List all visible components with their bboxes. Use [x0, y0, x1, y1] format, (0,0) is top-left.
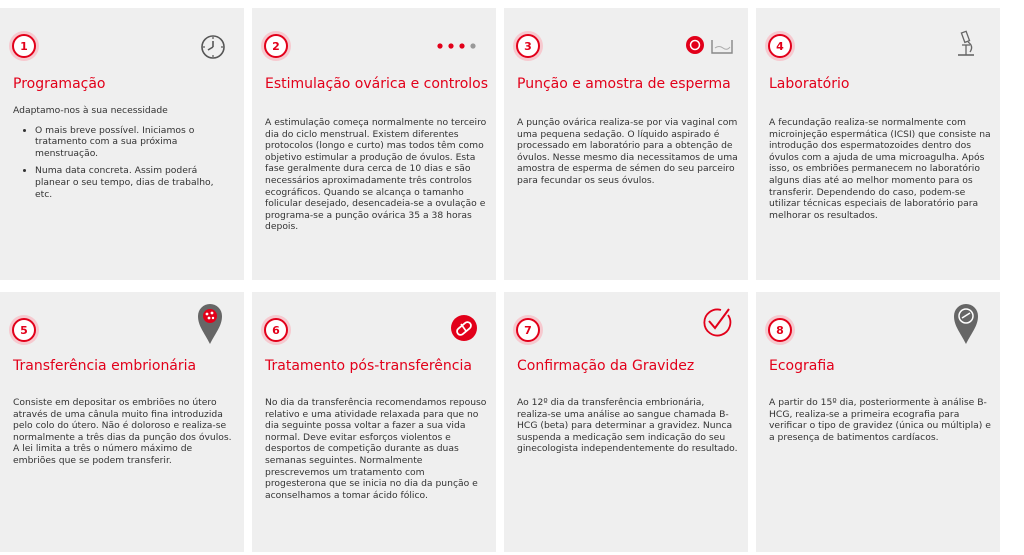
step-number-badge: 4: [768, 34, 792, 58]
step-title: Laboratório: [769, 76, 850, 92]
microscope-icon: [954, 30, 978, 58]
embryo-pin-icon: [196, 302, 224, 346]
step-card-2: [252, 8, 496, 280]
option-list: [13, 125, 231, 201]
step-card-6: [252, 292, 496, 552]
step-number-badge: 1: [12, 34, 36, 58]
step-number-badge: 3: [516, 34, 540, 58]
egg-and-sample-icon: [684, 34, 736, 56]
list-item: • Numa data concreta. Assim poderá planear o seu tempo, dias de trabalho, etc.: [35, 165, 231, 200]
ultrasound-pin-icon: [952, 302, 980, 346]
step-card-5: [0, 292, 244, 552]
list-item: • O mais breve possível. Iniciamos o tratamento com a sua próxima menstruação.: [35, 125, 231, 160]
pill-icon: [450, 314, 478, 342]
step-description: Consiste em depositar os embriões no útero através de uma cânula muito fina introduzida pelo colo do útero. Não é doloroso e realiza-se normalmente a três dias da punção dos óvulos. A lei limita a três o número máximo de embriões que se podem transferir.: [13, 397, 232, 466]
step-card-3: [504, 8, 748, 280]
step-description: No dia da transferência recomendamos repouso relativo e uma atividade relaxada para que no dia seguinte possa voltar a fazer a sua vida normal. Deve evitar esforços violentos e desportos de competição durante as duas semanas seguintes. Normalmente prescrevemos um tratamento com progesterona que se inicia no dia da punção e aconselhamos a tomar ácido fólico.: [265, 397, 487, 501]
checkmark-icon: [700, 306, 732, 338]
step-description: A partir do 15º dia, posteriormente à análise B-HCG, realiza-se a primeira ecografia para verificar o tipo de gravidez (única ou múltipla) e a presença de batimentos cardíacos.: [769, 397, 991, 443]
step-card-4: [756, 8, 1000, 280]
dots-icon: [436, 41, 480, 51]
step-title: Estimulação ovárica e controlos: [265, 76, 489, 92]
step-intro: Adaptamo-nos à sua necessidade: [13, 105, 168, 116]
step-description: A fecundação realiza-se normalmente com microinjeção espermática (ICSI) que consiste na introdução dos espermatozoides dentro dos óvulos com a ajuda de uma microagulha. Após isso, os embriões permanecem no laboratório alguns dias até ao melhor momento para os transferir. Dependendo do caso, podem-se utilizar técnicas especiais de laboratório para melhorar os resultados.: [769, 117, 991, 221]
step-card-8: [756, 292, 1000, 552]
step-title: Programação: [13, 76, 106, 92]
clock-icon: [200, 34, 226, 60]
step-title: Punção e amostra de esperma: [517, 76, 731, 92]
step-card-7: [504, 292, 748, 552]
step-number-badge: 2: [264, 34, 288, 58]
step-title: Confirmação da Gravidez: [517, 358, 695, 374]
step-card-1: [0, 8, 244, 280]
step-description: [13, 105, 231, 206]
step-description: A punção ovárica realiza-se por via vaginal com uma pequena sedação. O líquido aspirado é processado em laboratório para a obtenção de óvulos. Nesse mesmo dia necessitamos de uma amostra de esperma de sémen do seu parceiro para fecundar os seus óvulos.: [517, 117, 738, 186]
step-description: A estimulação começa normalmente no terceiro dia do ciclo menstrual. Existem diferentes protocolos (longo e curto) mas todos têm como objetivo estimular a produção de óvulos. Esta fase geralmente dura cerca de 10 dias e são necessários aproximadamente três controlos ecográficos. Quando se alcança o tamanho folicular desejado, desencadeia-se a ovulação e programa-se a punção ovárica 35 a 38 horas depois.: [265, 117, 487, 233]
step-title: Tratamento pós-transferência: [265, 358, 472, 374]
step-number-badge: 5: [12, 318, 36, 342]
step-title: Transferência embrionária: [13, 358, 197, 374]
step-description: Ao 12º dia da transferência embrionária, realiza-se uma análise ao sangue chamada B-HCG (beta) para determinar a gravidez. Nunca suspenda a medicação sem indicação do seu ginecologista independentemente do resultado.: [517, 397, 738, 455]
step-number-badge: 8: [768, 318, 792, 342]
step-number-badge: 6: [264, 318, 288, 342]
step-number-badge: 7: [516, 318, 540, 342]
step-title: Ecografia: [769, 358, 835, 374]
